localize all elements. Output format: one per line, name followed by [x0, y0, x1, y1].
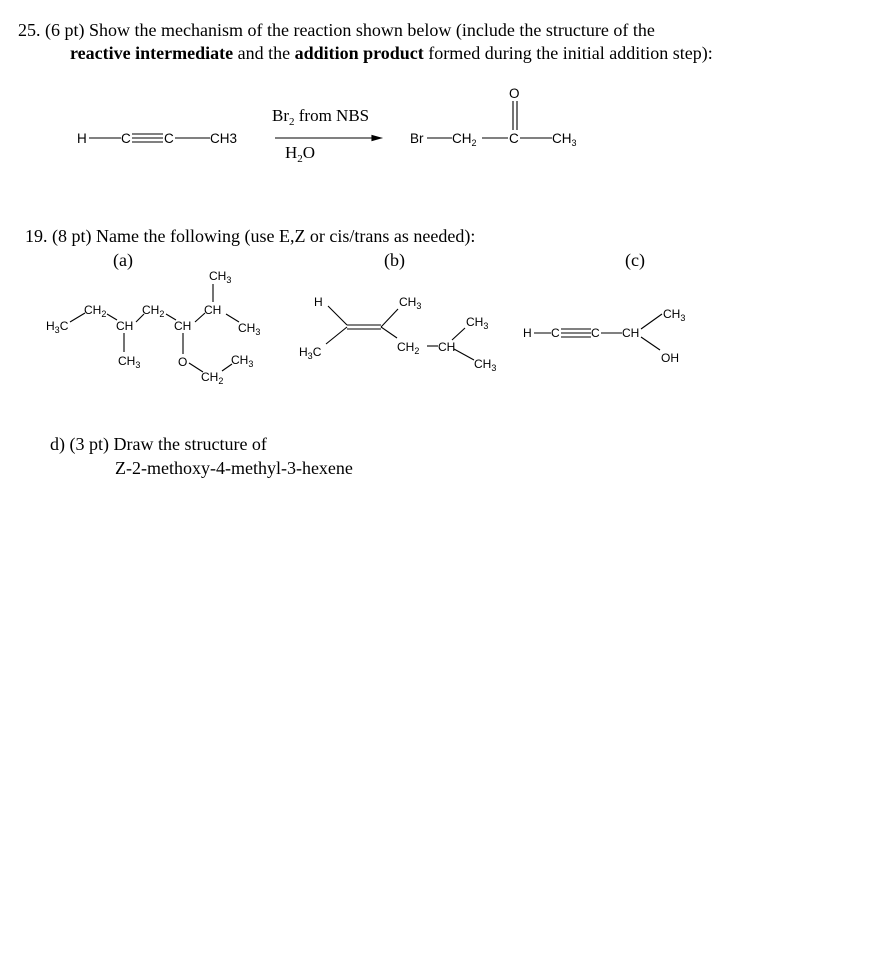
a-ch3-4: $CH_3$	[238, 321, 261, 337]
q19-structure-c	[523, 307, 685, 365]
q25-product-structure	[410, 86, 577, 148]
a-ch-2: CH	[174, 319, 192, 333]
b-ch3-3: $CH_3$	[474, 357, 497, 373]
a-ch3-1: $CH_3$	[118, 354, 141, 370]
b-ch2: $CH_2$	[397, 340, 420, 356]
q25-text-and: and the	[233, 43, 295, 63]
q19-label-c: (c)	[625, 250, 645, 270]
q25-bold-product: addition product	[294, 43, 424, 63]
a-o: O	[178, 355, 188, 369]
a-ch2-3: $CH_2$	[201, 370, 224, 386]
reactant-h: H	[77, 131, 87, 146]
reactant-c1: C	[121, 131, 131, 146]
a-ch3-3: $CH_3$	[209, 269, 232, 285]
c-ch: CH	[622, 326, 640, 340]
product-br: Br	[410, 131, 424, 146]
a-ch-1: CH	[116, 319, 134, 333]
b-ch: CH	[438, 340, 456, 354]
a-h3c: $H_3C$	[46, 319, 69, 335]
q19-structure-a	[46, 269, 260, 386]
q19-heading: 19. (8 pt) Name the following (use E,Z or cis/trans as needed):	[25, 226, 476, 246]
q25-reaction-arrow	[272, 106, 381, 165]
q19-structure-b	[299, 295, 496, 373]
reagent-bottom: $H_2O$	[285, 143, 316, 165]
reactant-c2: C	[164, 131, 174, 146]
product-ch3: $CH_3$	[552, 131, 577, 148]
a-ch2-2: $CH_2$	[142, 303, 165, 319]
b-ch3-1: $CH_3$	[399, 295, 422, 311]
a-ch-3: CH	[204, 303, 222, 317]
product-c: C	[509, 131, 519, 146]
product-o: O	[509, 86, 520, 101]
qd-line1: d) (3 pt) Draw the structure of	[50, 434, 267, 454]
b-ch3-2: $CH_3$	[466, 315, 489, 331]
q25-reactant-structure	[77, 131, 237, 146]
a-ch3-2: $CH_3$	[231, 353, 254, 369]
qd-line2: Z-2-methoxy-4-methyl-3-hexene	[115, 458, 353, 478]
a-ch2-1: $CH_2$	[84, 303, 107, 319]
c-oh: OH	[661, 351, 679, 365]
q25-line1: 25. (6 pt) Show the mechanism of the reaction shown below (include the structure of the	[18, 20, 655, 40]
c-c1: C	[551, 326, 560, 340]
reactant-ch3: CH3	[210, 131, 238, 146]
q19-label-a: (a)	[113, 250, 133, 270]
q25-bold-intermediate: reactive intermediate	[70, 43, 234, 63]
c-h: H	[523, 326, 532, 340]
c-ch3: $CH_3$	[663, 307, 686, 323]
c-c2: C	[591, 326, 600, 340]
b-h: H	[314, 295, 323, 309]
product-ch2: $CH_2$	[452, 131, 477, 148]
b-h3c: $H_3C$	[299, 345, 322, 361]
reagent-top: $Br_2$ from NBS	[272, 106, 370, 128]
q19-label-b: (b)	[384, 250, 405, 270]
q25-text-tail: formed during the initial addition step):	[423, 43, 713, 63]
